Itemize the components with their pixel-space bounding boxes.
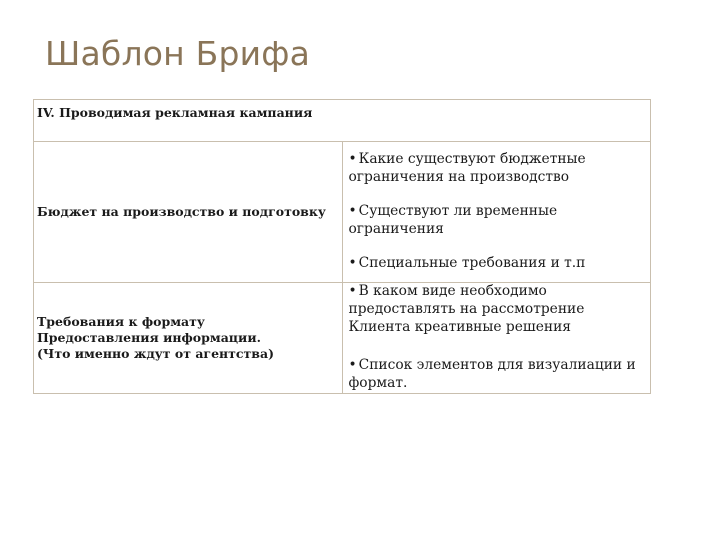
section-header-cell <box>34 100 651 142</box>
list-item: • Специальные требования и т.п <box>348 254 586 271</box>
row-label-line: Предоставления информации. <box>37 330 261 345</box>
list-item: • Какие существуют бюджетные ограничения на производство <box>348 151 586 186</box>
bullet-icon: • <box>348 356 357 373</box>
bullet-icon: • <box>348 283 357 300</box>
row-label-cell <box>34 283 343 394</box>
list-item: • Существуют ли временные ограничения <box>348 203 558 237</box>
row-label-line: (Что именно ждут от агентства) <box>37 346 274 361</box>
list-item: • Список элементов для визуалиации и формат. <box>348 356 636 391</box>
row-content-cell <box>342 142 651 283</box>
section-header-text: IV. Проводимая рекламная кампания <box>37 105 313 120</box>
requirements-list <box>343 151 651 273</box>
requirements-list <box>343 283 651 393</box>
table-row-format <box>34 283 651 394</box>
bullet-icon: • <box>348 254 357 271</box>
bullet-icon: • <box>348 151 357 168</box>
row-label-line: Требования к формату <box>37 314 205 329</box>
row-label-budget: Бюджет на производство и подготовку <box>37 204 326 219</box>
list-item: • В каком виде необходимо предоставлять на рассмотрение Клиента креативные решения <box>348 283 585 336</box>
row-content-cell <box>342 283 651 394</box>
bullet-icon: • <box>348 203 357 220</box>
slide-title: Шаблон Брифа <box>45 34 311 73</box>
row-label-cell <box>34 142 343 283</box>
row-label-format <box>34 314 342 362</box>
section-header-row <box>34 100 651 142</box>
brief-table <box>33 99 651 394</box>
table-row-budget <box>34 142 651 283</box>
